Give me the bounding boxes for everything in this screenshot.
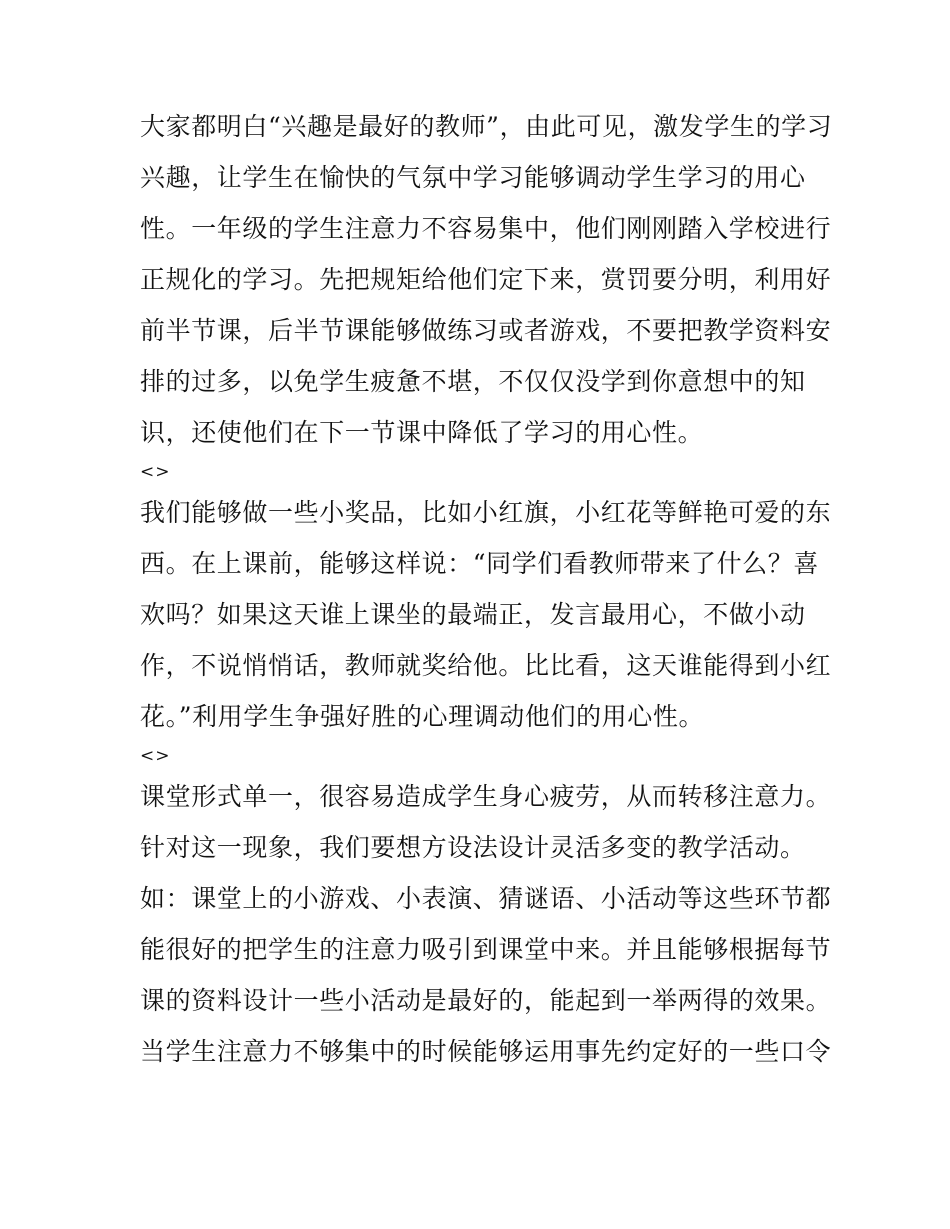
text-line: 性。一年级的学生注意力不容易集中，他们刚刚踏入学校进行 bbox=[140, 214, 832, 243]
text-line: 如：课堂上的小游戏、小表演、猜谜语、小活动等这些环节都 bbox=[140, 884, 832, 913]
section-separator: <> bbox=[140, 746, 171, 766]
text-line: 当学生注意力不够集中的时候能够运用事先约定好的一些口令 bbox=[140, 1037, 832, 1066]
text-line: 大家都明白“兴趣是最好的教师”，由此可见，激发学生的学习 bbox=[140, 112, 833, 141]
text-line: 我们能够做一些小奖品，比如小红旗，小红花等鲜艳可爱的东 bbox=[140, 498, 832, 527]
paragraph-activities bbox=[140, 778, 832, 1071]
text-line: 作，不说悄悄话，教师就奖给他。比比看，这天谁能得到小红 bbox=[140, 651, 832, 680]
text-line: 课的资料设计一些小活动是最好的，能起到一举两得的效果。 bbox=[140, 986, 832, 1015]
text-line: 排的过多，以免学生疲惫不堪，不仅仅没学到你意想中的知 bbox=[140, 367, 806, 396]
text-line: 花。”利用学生争强好胜的心理调动他们的用心性。 bbox=[140, 702, 705, 731]
text-line: 识，还使他们在下一节课中降低了学习的用心性。 bbox=[140, 418, 704, 447]
paragraph-interest bbox=[140, 108, 833, 482]
document-body bbox=[140, 108, 833, 1084]
text-line: 正规化的学习。先把规矩给他们定下来，赏罚要分明，利用好 bbox=[140, 265, 832, 294]
text-line: 课堂形式单一，很容易造成学生身心疲劳，从而转移注意力。 bbox=[140, 782, 832, 811]
paragraph-rewards bbox=[140, 494, 832, 766]
text-line: 能很好的把学生的注意力吸引到课堂中来。并且能够根据每节 bbox=[140, 935, 832, 964]
section-separator: <> bbox=[140, 462, 171, 482]
text-line: 前半节课，后半节课能够做练习或者游戏，不要把教学资料安 bbox=[140, 316, 832, 345]
text-line: 西。在上课前，能够这样说：“同学们看教师带来了什么？喜 bbox=[140, 549, 819, 578]
text-line: 针对这一现象，我们要想方设法设计灵活多变的教学活动。 bbox=[140, 833, 806, 862]
text-line: 兴趣，让学生在愉快的气氛中学习能够调动学生学习的用心 bbox=[140, 163, 806, 192]
text-line: 欢吗？如果这天谁上课坐的最端正，发言最用心，不做小动 bbox=[140, 600, 806, 629]
